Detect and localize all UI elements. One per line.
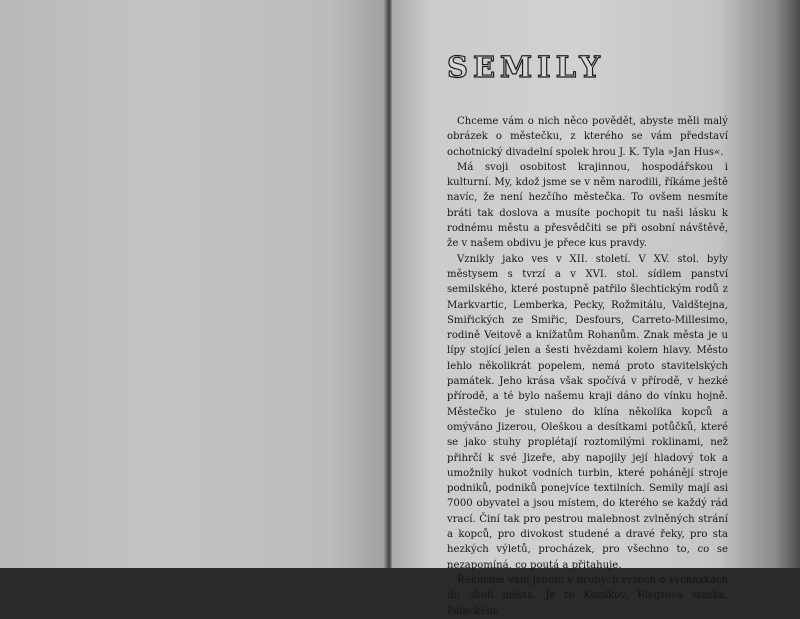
book-gutter	[384, 0, 392, 568]
article-body	[447, 114, 728, 619]
paragraph-history: Vznikly jako ves v XII. století. V XV. stol. byly městysem s tvrzí a v XVI. stol. sídlem panství semilského, které postupně patřilo šlechtickým rodů z Markvartic, Lemberka, Pecky, Rožmitálu, Valdštejna, Smiřických ze Smiřic, Desfours, Carreto-Millesimo, rodině Veitově a knížatům Rohanům. Znak města je u lípy stojící jelen a šesti hvězdami kolem hlavy. Město lehlo několikrát popelem, nemá proto stavitelských památek. Jeho krása však spočívá v přírodě, v hezké přírodě, a té bylo našemu kraji dáno do vínku hojně. Městečko je stuleno do klína několika kopců a omýváno Jizerou, Oleškou a desítkami potůčků, které se jako stuhy proplétají roztomilými roklinami, než přihrčí k své Jizeře, aby napojily její hladový tok a umožnily hukot vodních turbin, které pohánějí stroje podniků, podniků ponejvíce textilních. Semily mají asi 7000 obyvatel a jsou místem, do kterého se každý rád vrací. Činí tak pro pestrou malebnost zvlněných strání a kopců, pro divokost studené a dravé řeky, pro sta hezkých výletů, procházek, pro všechno to, co se nezapomíná, co poutá a přitahuje.	[447, 253, 728, 571]
paragraph-character: Má svoji osobitost krajinnou, hospodářskou i kulturní. My, kdož jsme se v něm narodili, říkáme ještě navíc, že není hezčího městečka. To ovšem nesmíte bráti tak doslova a musíte pochopit tu naši lásku k rodnému městu a přesvědčiti se při osobní návštěvě, že v našem obdivu je přece kus pravdy.	[447, 161, 728, 250]
paragraph-excursions: Řekneme vám jenom v hrubých rysech o vycházkách do okolí města. Je to Kozákov, Riegrova stezka, Palackého	[447, 574, 728, 617]
left-page-blank	[0, 0, 388, 568]
paragraph-intro: Chceme vám o nich něco povědět, abyste měli malý obrázek o městečku, z kterého se vám představí ochotnický divadelní spolek hrou J. K. Tyla »Jan Hus«.	[447, 116, 728, 158]
page-title: SEMILY	[447, 50, 605, 84]
